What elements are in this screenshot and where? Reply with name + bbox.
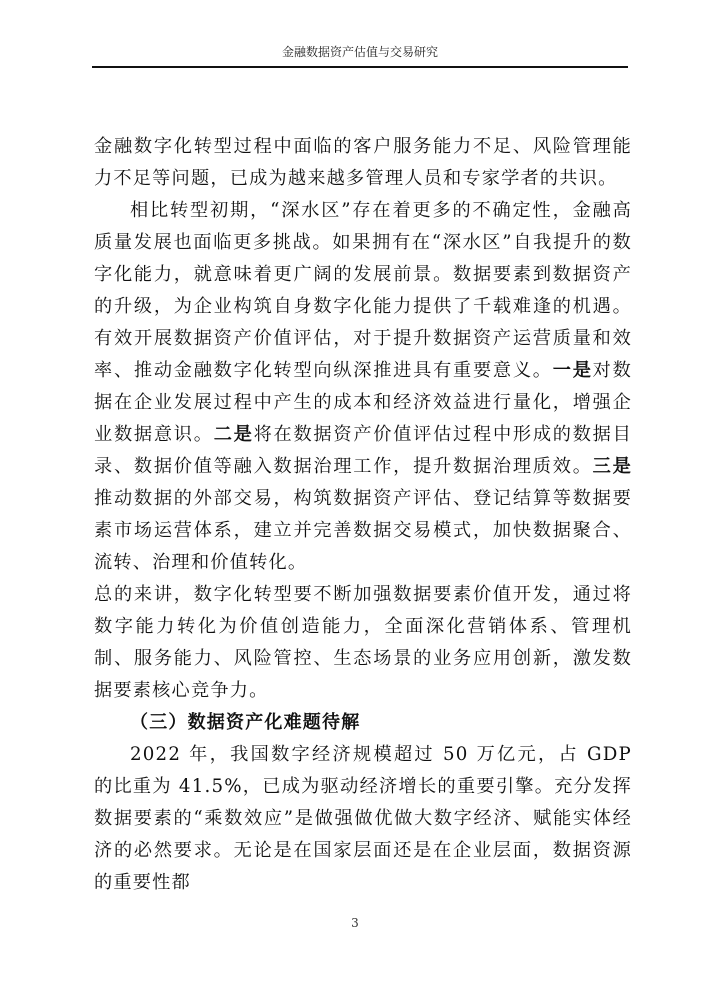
point-one-text: 对数据在企业发展过程中产生的成本和经济效益进行量化，增强企业数据意识。 bbox=[94, 360, 633, 445]
page-number: 3 bbox=[351, 916, 359, 930]
paragraph-2-intro: 相比转型初期，“深水区”存在着更多的不确定性，金融高质量发展也面临更多挑战。如果拥有在“深水区”自我提升的数字化能力，就意味着更广阔的发展前景。数据要素到数据资产的升级，为企业构筑自身数字化能力提供了千载难逢的机遇。有效开展数据资产价值评估，对于提升数据资产运营质量和效率、推动金融数字化转型向纵深推进具有重要意义。 bbox=[94, 200, 632, 381]
section-heading: （三）数据资产化难题待解 bbox=[130, 712, 361, 733]
paragraph-2 bbox=[94, 195, 632, 579]
point-three-label: 三是 bbox=[592, 456, 632, 477]
point-one-label: 一是 bbox=[552, 360, 593, 381]
paragraph-4: 2022 年，我国数字经济规模超过 50 万亿元，占 GDP 的比重为 41.5%，已成为驱动经济增长的重要引擎。充分发挥数据要素的“乘数效应”是做强做优做大数字经济、赋能实体经济的必然要求。无论是在国家层面还是在企业层面，数据资源的重要性都 bbox=[94, 744, 632, 893]
header-rule bbox=[92, 66, 628, 68]
point-two-text: 将在数据资产价值评估过程中形成的数据目录、数据价值等融入数据治理工作，提升数据治理质效。 bbox=[94, 424, 633, 477]
document-body bbox=[94, 131, 632, 899]
point-two-label: 二是 bbox=[213, 424, 254, 445]
point-three-text: 推动数据的外部交易，构筑数据资产评估、登记结算等数据要素市场运营体系，建立并完善数据交易模式，加快数据聚合、流转、治理和价值转化。 bbox=[94, 488, 632, 573]
paragraph-1: 金融数字化转型过程中面临的客户服务能力不足、风险管理能力不足等问题，已成为越来越多管理人员和专家学者的共识。 bbox=[94, 136, 632, 189]
paragraph-3: 总的来讲，数字化转型要不断加强数据要素价值开发，通过将数字能力转化为价值创造能力，全面深化营销体系、管理机制、服务能力、风险管控、生态场景的业务应用创新，激发数据要素核心竞争力。 bbox=[94, 584, 632, 701]
running-header: 金融数据资产估值与交易研究 bbox=[281, 45, 438, 59]
